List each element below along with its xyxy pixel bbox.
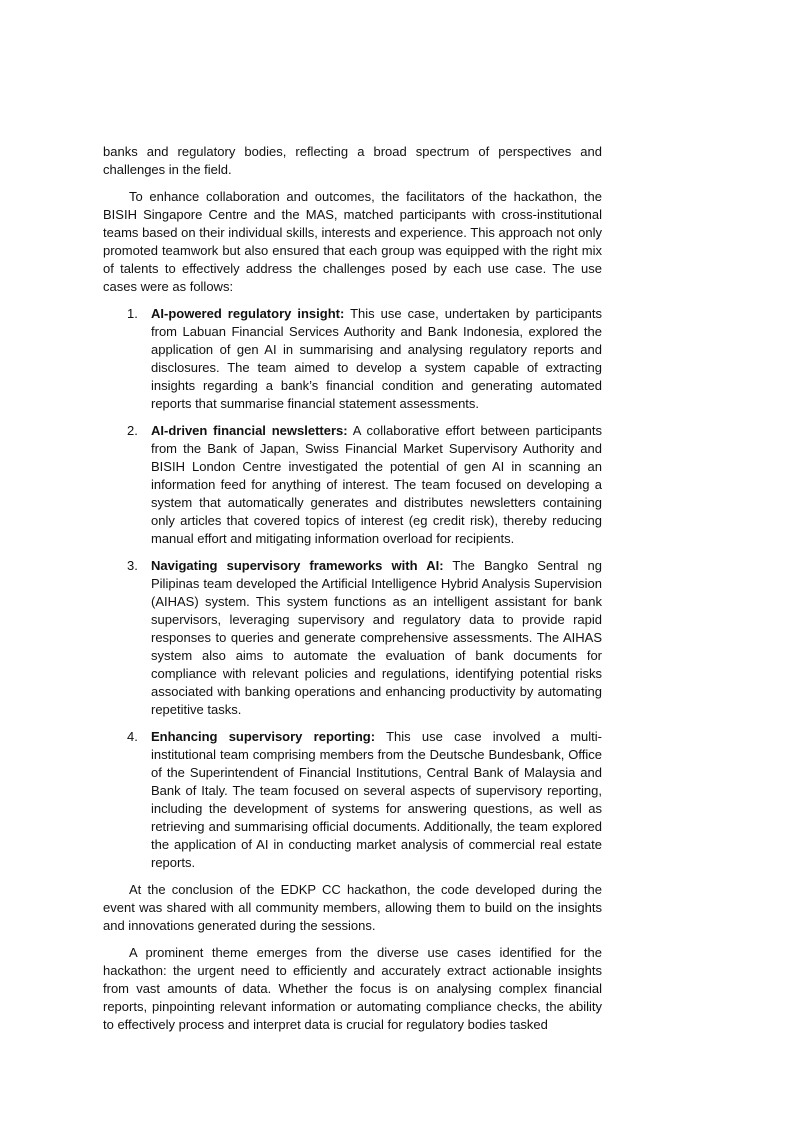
paragraph-conclusion: At the conclusion of the EDKP CC hackathon, the code developed during the event was shared with all community members, allowing them to build on the insights and innovations generated during the sessions. <box>103 882 602 933</box>
paragraph-theme: A prominent theme emerges from the diverse use cases identified for the hackathon: the urgent need to efficiently and accurately extract actionable insights from vast amounts of data. Whether the focus is on analysing complex financial reports, pinpointing relevant information or automating compliance checks, the ability to effectively process and interpret data is crucial for regulatory bodies tasked <box>103 945 602 1032</box>
use-case-text: A collaborative effort between participants from the Bank of Japan, Swiss Financial Market Supervisory Authority and BISIH London Centre investigated the potential of gen AI in scanning an information feed for anything of interest. The team focused on developing a system that automatically generates and distributes newsletters containing only articles that covered topics of interest (eg credit risk), thereby reducing manual effort and mitigating information overload for recipients. <box>151 423 602 546</box>
list-item <box>103 557 602 719</box>
use-case-title: Navigating supervisory frameworks with AI: <box>151 558 444 573</box>
use-case-list <box>103 305 602 872</box>
use-case-text: This use case, undertaken by participants from Labuan Financial Services Authority and Bank Indonesia, explored the application of gen AI in summarising and analysing regulatory reports and disclosures. The team aimed to develop a system capable of extracting insights regarding a bank’s financial condition and generating automated reports that summarise financial statement assessments. <box>151 306 602 411</box>
use-case-title: AI-driven financial newsletters: <box>151 423 348 438</box>
list-number: 3. <box>127 558 138 573</box>
paragraph-continuation: banks and regulatory bodies, reflecting a broad spectrum of perspectives and challenges in the field. <box>103 144 602 177</box>
list-item <box>103 422 602 548</box>
use-case-text: This use case involved a multi-institutional team comprising members from the Deutsche Bundesbank, Office of the Superintendent of Financial Institutions, Central Bank of Malaysia and Bank of Italy. The team focused on several aspects of supervisory reporting, including the development of systems for answering questions, as well as retrieving and summarising official documents. Additionally, the team explored the application of AI in conducting market analysis of commercial real estate reports. <box>151 729 602 870</box>
list-number: 4. <box>127 729 138 744</box>
use-case-text: The Bangko Sentral ng Pilipinas team developed the Artificial Intelligence Hybrid Analysis Supervision (AIHAS) system. This system functions as an intelligent assistant for bank supervisors, leveraging supervisory and regulatory data to provide rapid responses to queries and generate comprehensive assessments. The AIHAS system also aims to automate the evaluation of bank documents for compliance with relevant policies and regulations, identifying potential risks associated with banking operations and enhancing productivity by automating repetitive tasks. <box>151 558 602 717</box>
list-item <box>103 728 602 872</box>
list-item <box>103 305 602 413</box>
use-case-title: Enhancing supervisory reporting: <box>151 729 376 744</box>
document-page <box>103 143 602 1043</box>
list-number: 1. <box>127 306 138 321</box>
paragraph-collaboration: To enhance collaboration and outcomes, the facilitators of the hackathon, the BISIH Singapore Centre and the MAS, matched participants with cross-institutional teams based on their individual skills, interests and experience. This approach not only promoted teamwork but also ensured that each group was equipped with the right mix of talents to effectively address the challenges posed by each use case. The use cases were as follows: <box>103 189 602 294</box>
list-number: 2. <box>127 423 138 438</box>
use-case-title: AI-powered regulatory insight: <box>151 306 345 321</box>
